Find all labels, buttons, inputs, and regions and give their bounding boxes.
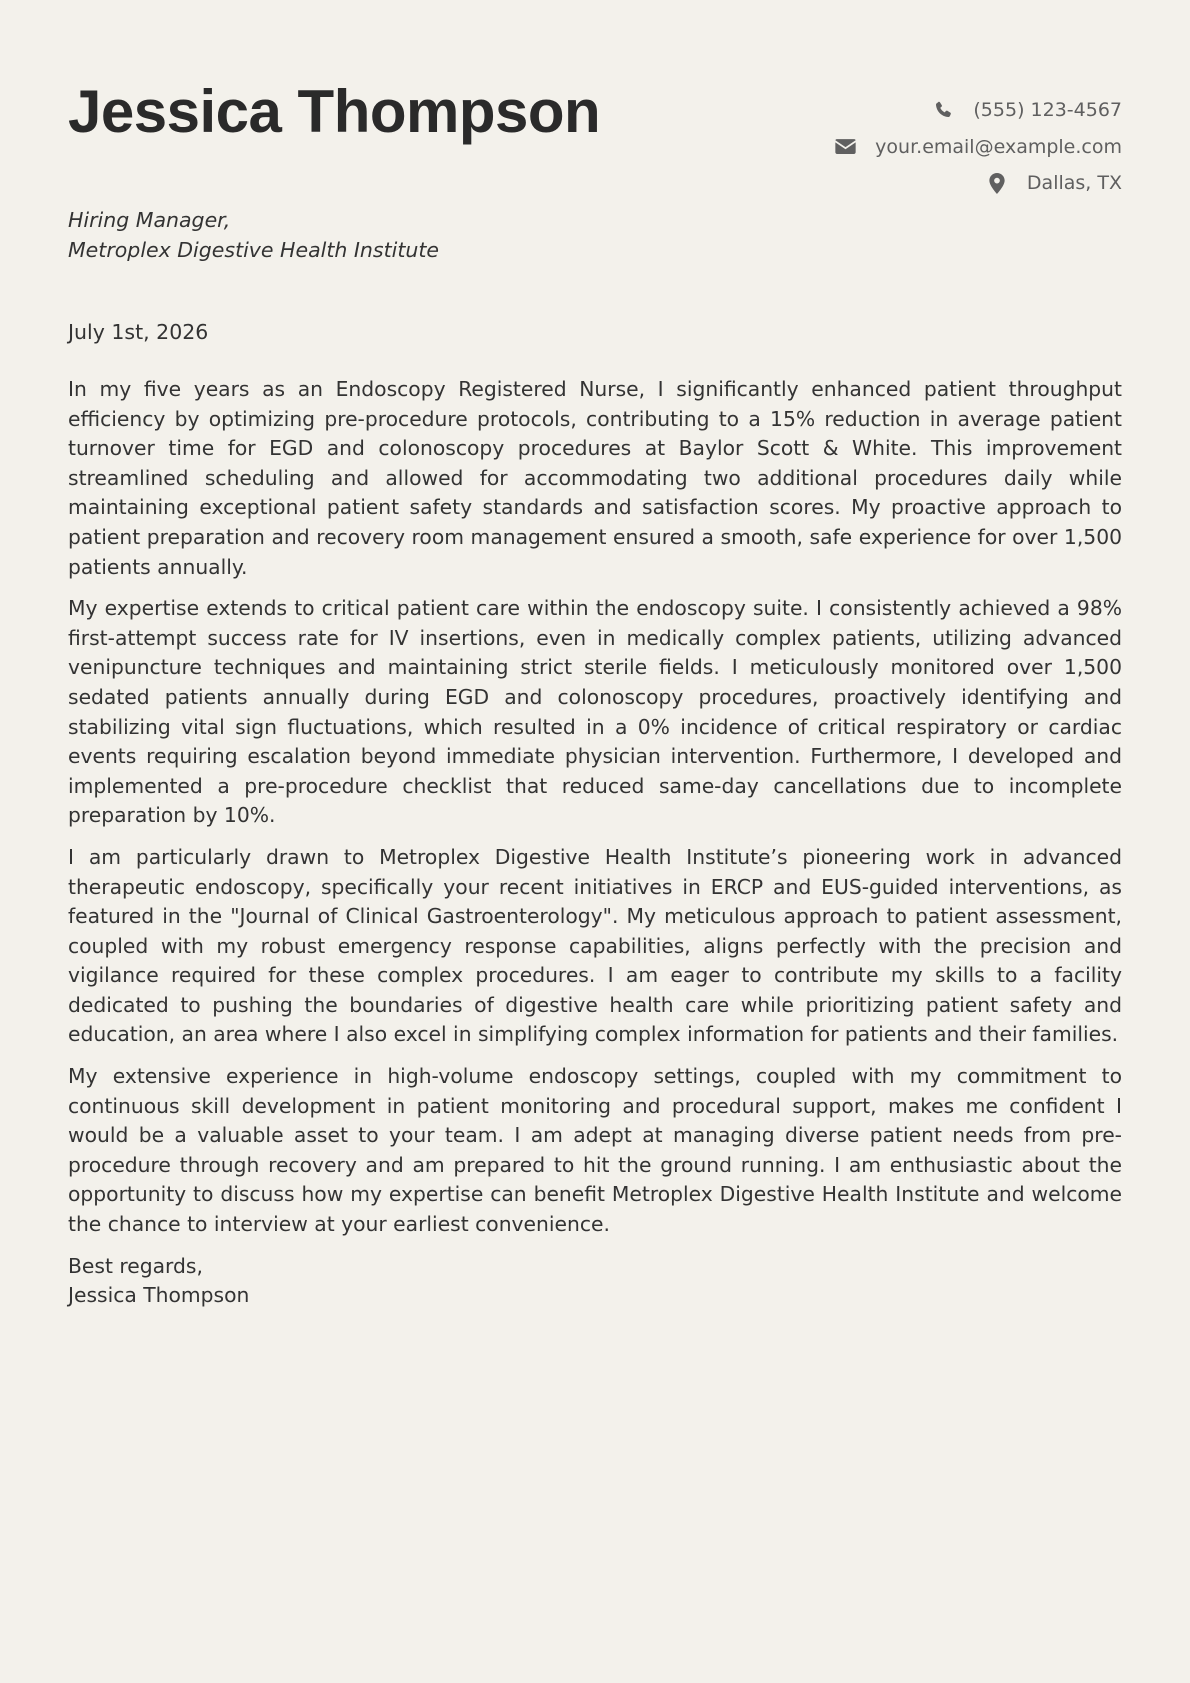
recipient-company: Metroplex Digestive Health Institute <box>68 238 440 262</box>
phone-text: (555) 123-4567 <box>973 99 1122 122</box>
letter-body <box>68 375 1122 1240</box>
letter-closing <box>68 1252 1122 1311</box>
letter-header <box>68 0 1122 205</box>
closing-salutation: Best regards, <box>68 1253 203 1278</box>
location-text: Dallas, TX <box>1026 172 1122 195</box>
body-paragraph: I am particularly drawn to Metroplex Digestive Health Institute’s pioneering work in advanced therapeutic endoscopy, specifically your recent initiatives in ERCP and EUS-guided interventions, as featured in the "Journal of Clinical Gastroenterology". My meticulous approach to patient assessment, coupled with my robust emergency response capabilities, aligns perfectly with the precision and vigilance required for these complex procedures. I am eager to contribute my skills to a facility dedicated to pushing the boundaries of digestive health care while prioritizing patient safety and education, an area where I also excel in simplifying complex information for patients and their families. <box>68 844 1122 1047</box>
contact-info <box>834 92 1122 202</box>
closing-signature: Jessica Thompson <box>68 1283 250 1308</box>
contact-phone <box>834 92 1122 129</box>
applicant-name: Jessica Thompson <box>68 78 601 145</box>
recipient-title: Hiring Manager, <box>68 208 231 232</box>
cover-letter-page <box>68 0 1122 1683</box>
email-text: your.email@example.com <box>875 135 1122 158</box>
contact-email <box>834 129 1122 166</box>
body-paragraph: My expertise extends to critical patient care within the endoscopy suite. I consistently achieved a 98% first-attempt success rate for IV insertions, even in medically complex patients, utilizing advanced venipuncture techniques and maintaining strict sterile fields. I meticulously monitored over 1,500 sedated patients annually during EGD and colonoscopy procedures, proactively identifying and stabilizing vital sign fluctuations, which resulted in a 0% incidence of critical respiratory or cardiac events requiring escalation beyond immediate physician intervention. Furthermore, I developed and implemented a pre-procedure checklist that reduced same-day cancellations due to incomplete preparation by 10%. <box>68 596 1122 828</box>
body-paragraph: In my five years as an Endoscopy Registered Nurse, I significantly enhanced patient throughput efficiency by optimizing pre-procedure protocols, contributing to a 15% reduction in average patient turnover time for EGD and colonoscopy procedures at Baylor Scott & White. This improvement streamlined scheduling and allowed for accommodating two additional procedures daily while maintaining exceptional patient safety standards and satisfaction scores. My proactive approach to patient preparation and recovery room management ensured a smooth, safe experience for over 1,500 patients annually. <box>68 377 1122 579</box>
map-pin-icon <box>986 172 1008 194</box>
contact-location <box>834 165 1122 202</box>
recipient-block <box>68 205 1122 265</box>
letter-date: July 1st, 2026 <box>68 320 209 344</box>
body-paragraph: My extensive experience in high-volume endoscopy settings, coupled with my commitment to continuous skill development in patient monitoring and procedural support, makes me confident I would be a valuable asset to your team. I am adept at managing diverse patient needs from pre-procedure through recovery and am prepared to hit the ground running. I am enthusiastic about the opportunity to discuss how my expertise can benefit Metroplex Digestive Health Institute and welcome the chance to interview at your earliest convenience. <box>68 1064 1122 1237</box>
phone-icon <box>932 99 954 121</box>
envelope-icon <box>834 136 856 158</box>
